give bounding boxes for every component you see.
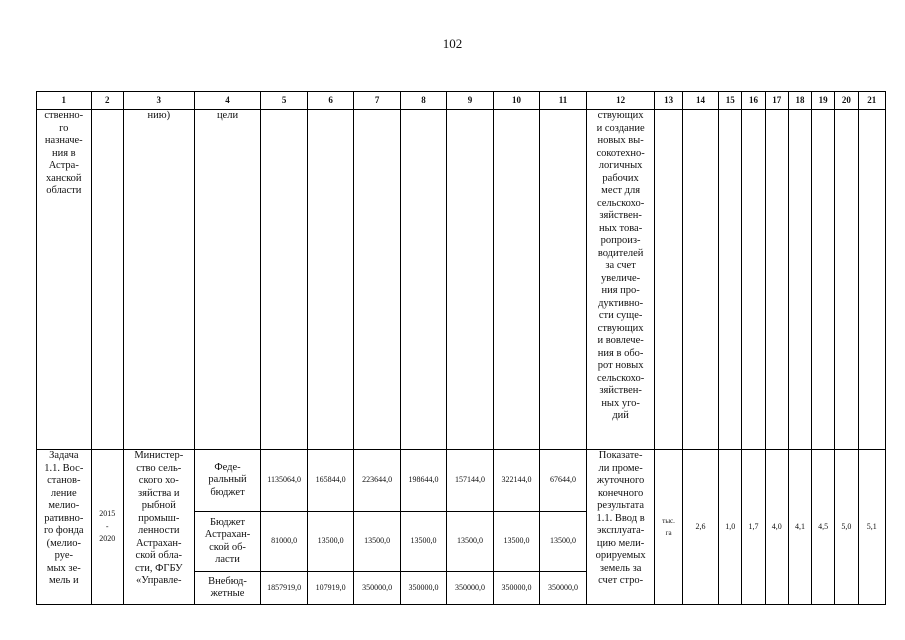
funding-source-cell: цели: [194, 110, 261, 450]
value-cell: 13500,0: [354, 512, 400, 572]
column-header: 13: [655, 92, 682, 110]
period-cell: 2015 - 2020: [91, 450, 123, 605]
value-cell: 13500,0: [540, 512, 586, 572]
table-row: [37, 110, 886, 450]
value-cell: 350000,0: [493, 572, 539, 605]
indicator-value-cell: 1,0: [719, 450, 742, 605]
column-header: 11: [540, 92, 586, 110]
value-cell: 198644,0: [400, 450, 446, 512]
indicator-value-cell: 4,5: [812, 450, 835, 605]
column-header: 14: [682, 92, 718, 110]
column-header: 20: [835, 92, 858, 110]
column-header: 9: [447, 92, 493, 110]
value-cell: 322144,0: [493, 450, 539, 512]
unit-cell: тыс. га: [655, 450, 682, 605]
indicator-value-cell: 5,0: [835, 450, 858, 605]
value-cell: 350000,0: [400, 572, 446, 605]
value-cell: 350000,0: [540, 572, 586, 605]
funding-source-cell: Феде- ральный бюджет: [194, 450, 261, 512]
indicator-value-cell: 4,1: [788, 450, 811, 605]
header-row: [37, 92, 886, 110]
value-cell: 67644,0: [540, 450, 586, 512]
object-name-cell: ственно- го назначе- ния в Астра- ханской области: [37, 110, 92, 450]
column-header: 4: [194, 92, 261, 110]
value-cell: 350000,0: [354, 572, 400, 605]
column-header: 1: [37, 92, 92, 110]
value-cell: 81000,0: [261, 512, 307, 572]
column-header: 6: [307, 92, 353, 110]
executor-cell: Министер- ство сель- ского хо- зяйства и рыбной промыш- ленности Астрахан- ской обла- сти, ФГБУ «Управле-: [123, 450, 194, 605]
column-header: 12: [586, 92, 655, 110]
value-cell: 223644,0: [354, 450, 400, 512]
table-row: [37, 450, 886, 512]
column-header: 16: [742, 92, 765, 110]
column-header: 17: [765, 92, 788, 110]
executor-cell: нию): [123, 110, 194, 450]
column-header: 18: [788, 92, 811, 110]
funding-source-cell: Внебюд- жетные: [194, 572, 261, 605]
column-header: 8: [400, 92, 446, 110]
value-cell: 13500,0: [307, 512, 353, 572]
value-cell: 107919,0: [307, 572, 353, 605]
column-header: 15: [719, 92, 742, 110]
indicator-value-cell: 4,0: [765, 450, 788, 605]
column-header: 21: [858, 92, 885, 110]
column-header: 5: [261, 92, 307, 110]
value-cell: 165844,0: [307, 450, 353, 512]
column-header: 3: [123, 92, 194, 110]
column-header: 19: [812, 92, 835, 110]
funding-source-cell: Бюджет Астрахан- ской об- ласти: [194, 512, 261, 572]
indicator-value-cell: 5,1: [858, 450, 885, 605]
value-cell: 350000,0: [447, 572, 493, 605]
value-cell: 1135064,0: [261, 450, 307, 512]
indicator-value-cell: 2,6: [682, 450, 718, 605]
indicator-text-cell: Показате- ли проме- жуточного конечного результата 1.1. Ввод в эксплуата- цию мели- орируемых земель за счет стро-: [586, 450, 655, 605]
program-table: [36, 91, 886, 605]
column-header: 7: [354, 92, 400, 110]
page-number: 102: [442, 36, 463, 51]
value-cell: 13500,0: [493, 512, 539, 572]
value-cell: 13500,0: [400, 512, 446, 572]
column-header: 10: [493, 92, 539, 110]
task-name-cell: Задача 1.1. Вос- станов- ление мелио- ративно- го фонда (мелио- руе- мых зе- мель и: [37, 450, 92, 605]
indicator-value-cell: 1,7: [742, 450, 765, 605]
indicator-text-cell: ствующих и создание новых вы- сокотехно- логичных рабочих мест для сельскохо- зяйствен- ных това- ропроиз- водителей за счет увеличе- ния про- дуктивно- сти суще- ствующих и вовлече- ния в обо- рот новых сельскохо- зяйствен- ных уго- дий: [586, 110, 655, 450]
empty-cell: [91, 110, 123, 450]
value-cell: 1857919,0: [261, 572, 307, 605]
value-cell: 13500,0: [447, 512, 493, 572]
value-cell: 157144,0: [447, 450, 493, 512]
column-header: 2: [91, 92, 123, 110]
